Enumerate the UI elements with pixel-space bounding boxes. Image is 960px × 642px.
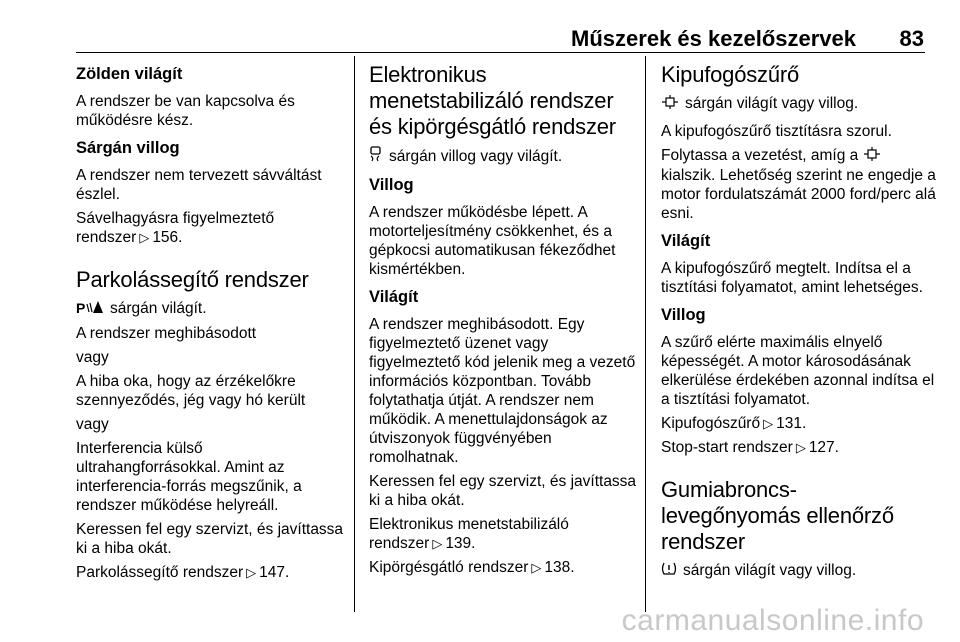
ref-page: 127. bbox=[808, 439, 839, 456]
ref-text: Kipörgésgátló rendszer bbox=[369, 559, 529, 576]
tpms-icon-text: sárgán világít vagy villog. bbox=[683, 562, 857, 579]
svg-text:P: P bbox=[76, 300, 86, 314]
continue-text-b: kialszik. Lehetőség szerint ne engedje a motor fordulatszámát 2000 ford/perc alá esni. bbox=[661, 167, 936, 222]
heading-lit: Világít bbox=[661, 232, 711, 250]
ref-text: Stop-start rendszer bbox=[661, 439, 793, 456]
reference-arrow-icon: ▷ bbox=[531, 560, 542, 575]
header-rule bbox=[76, 52, 925, 53]
reference-arrow-icon: ▷ bbox=[763, 416, 774, 431]
header-title: Műszerek és kezelőszervek bbox=[571, 26, 856, 51]
heading-lit: Világít bbox=[369, 288, 419, 306]
reference-arrow-icon: ▷ bbox=[432, 536, 443, 551]
para-esc-icon bbox=[369, 146, 639, 167]
heading-dpf: Kipufogószűrő bbox=[661, 62, 800, 87]
continue-text-a: Folytassa a vezetést, amíg a bbox=[661, 147, 859, 164]
diesel-particulate-filter-icon bbox=[863, 147, 881, 166]
parking-assist-icon bbox=[76, 300, 104, 319]
para-green: A rendszer be van kapcsolva és működésre kész. bbox=[76, 93, 295, 129]
ref-text: Parkolássegítő rendszer bbox=[76, 564, 244, 581]
ref-page: 138. bbox=[544, 559, 575, 576]
para-tpms-icon bbox=[661, 561, 936, 581]
para-yellow-blink: A rendszer nem tervezett sávváltást észlel. bbox=[76, 167, 322, 203]
esc-icon-text: sárgán villog vagy világít. bbox=[389, 148, 563, 165]
reference-arrow-icon: ▷ bbox=[795, 440, 806, 455]
ref-page: 156. bbox=[152, 229, 183, 246]
ref-text: Kipufogószűrő bbox=[661, 415, 761, 432]
para-ss-ref bbox=[661, 438, 936, 457]
para-park-icon bbox=[76, 299, 346, 319]
para-service: Keressen fel egy szervizt, és javíttassa ki a hiba okát. bbox=[76, 521, 344, 557]
column-1 bbox=[76, 62, 346, 590]
para-blink: A szűrő elérte maximális elnyelő képességét. A motor károsodásának elkerülése érdekében azonnal indítsa el a tisztítási folyamatot. bbox=[661, 334, 935, 408]
heading-tpms: Gumiabroncs-levegőnyomás ellenőrző rendszer bbox=[661, 477, 894, 554]
para-clean: A kipufogószűrő tisztításra szorul. bbox=[661, 123, 892, 140]
column-divider-2 bbox=[645, 56, 646, 612]
heading-blink: Villog bbox=[369, 176, 414, 194]
para-dpf-icon bbox=[661, 94, 936, 114]
para-lit: A rendszer meghibásodott. Egy figyelmeztető üzenet vagy figyelmeztető kód jelenik meg a vezető információs központban. Tovább folytathatja útját. A rendszer nem működik. A menettulajdonságok az útviszonyok függvényében romolhatnak. bbox=[369, 316, 636, 466]
para-service: Keressen fel egy szervizt, és javíttassa ki a hiba okát. bbox=[369, 473, 637, 509]
column-divider-1 bbox=[354, 56, 355, 612]
heading-yellow-blink: Sárgán villog bbox=[76, 139, 180, 157]
ref-text: Elektronikus menetstabilizáló rendszer bbox=[369, 516, 569, 552]
para-tc-ref bbox=[369, 558, 639, 577]
para-park-ref bbox=[76, 563, 346, 582]
para-or-2: vagy bbox=[76, 416, 109, 433]
para-lane-ref bbox=[76, 209, 346, 247]
watermark: carmanualsonline.info bbox=[621, 604, 924, 637]
ref-text: Sávelhagyásra figyelmeztető rendszer bbox=[76, 210, 275, 246]
column-3 bbox=[661, 62, 936, 589]
ref-page: 131. bbox=[776, 415, 807, 432]
ref-page: 139. bbox=[445, 535, 476, 552]
para-continue bbox=[661, 146, 936, 223]
ref-page: 147. bbox=[259, 564, 290, 581]
dpf-icon-text: sárgán világít vagy villog. bbox=[685, 95, 859, 112]
para-cause: A hiba oka, hogy az érzékelőkre szennyeződés, jég vagy hó került bbox=[76, 373, 306, 409]
para-park-fault: A rendszer meghibásodott bbox=[76, 325, 257, 342]
tyre-pressure-icon bbox=[661, 561, 677, 581]
para-interference: Interferencia külső ultrahangforrásokkal. Amint az interferencia-forrás megszűnik, a rendszer működése helyreáll. bbox=[76, 440, 302, 514]
para-blink: A rendszer működésbe lépett. A motorteljesítmény csökkenhet, és a gépkocsi automatikusan fékeződhet kismértékben. bbox=[369, 204, 616, 278]
column-2 bbox=[369, 62, 639, 585]
heading-parking-assist: Parkolássegítő rendszer bbox=[76, 267, 309, 292]
heading-esc: Elektronikus menetstabilizáló rendszer és kipörgésgátló rendszer bbox=[369, 62, 616, 139]
park-icon-text: sárgán világít. bbox=[110, 300, 207, 317]
heading-blink: Villog bbox=[661, 306, 706, 324]
heading-green: Zölden világít bbox=[76, 65, 183, 83]
para-lit: A kipufogószűrő megtelt. Indítsa el a tisztítási folyamatot, amint lehetséges. bbox=[661, 260, 923, 296]
diesel-particulate-filter-icon bbox=[661, 95, 679, 114]
reference-arrow-icon: ▷ bbox=[139, 230, 150, 245]
para-dpf-ref bbox=[661, 414, 936, 433]
para-esc-ref bbox=[369, 515, 639, 553]
reference-arrow-icon: ▷ bbox=[246, 565, 257, 580]
skidding-car-icon bbox=[369, 146, 383, 167]
para-or-1: vagy bbox=[76, 349, 109, 366]
page-number: 83 bbox=[899, 26, 924, 51]
